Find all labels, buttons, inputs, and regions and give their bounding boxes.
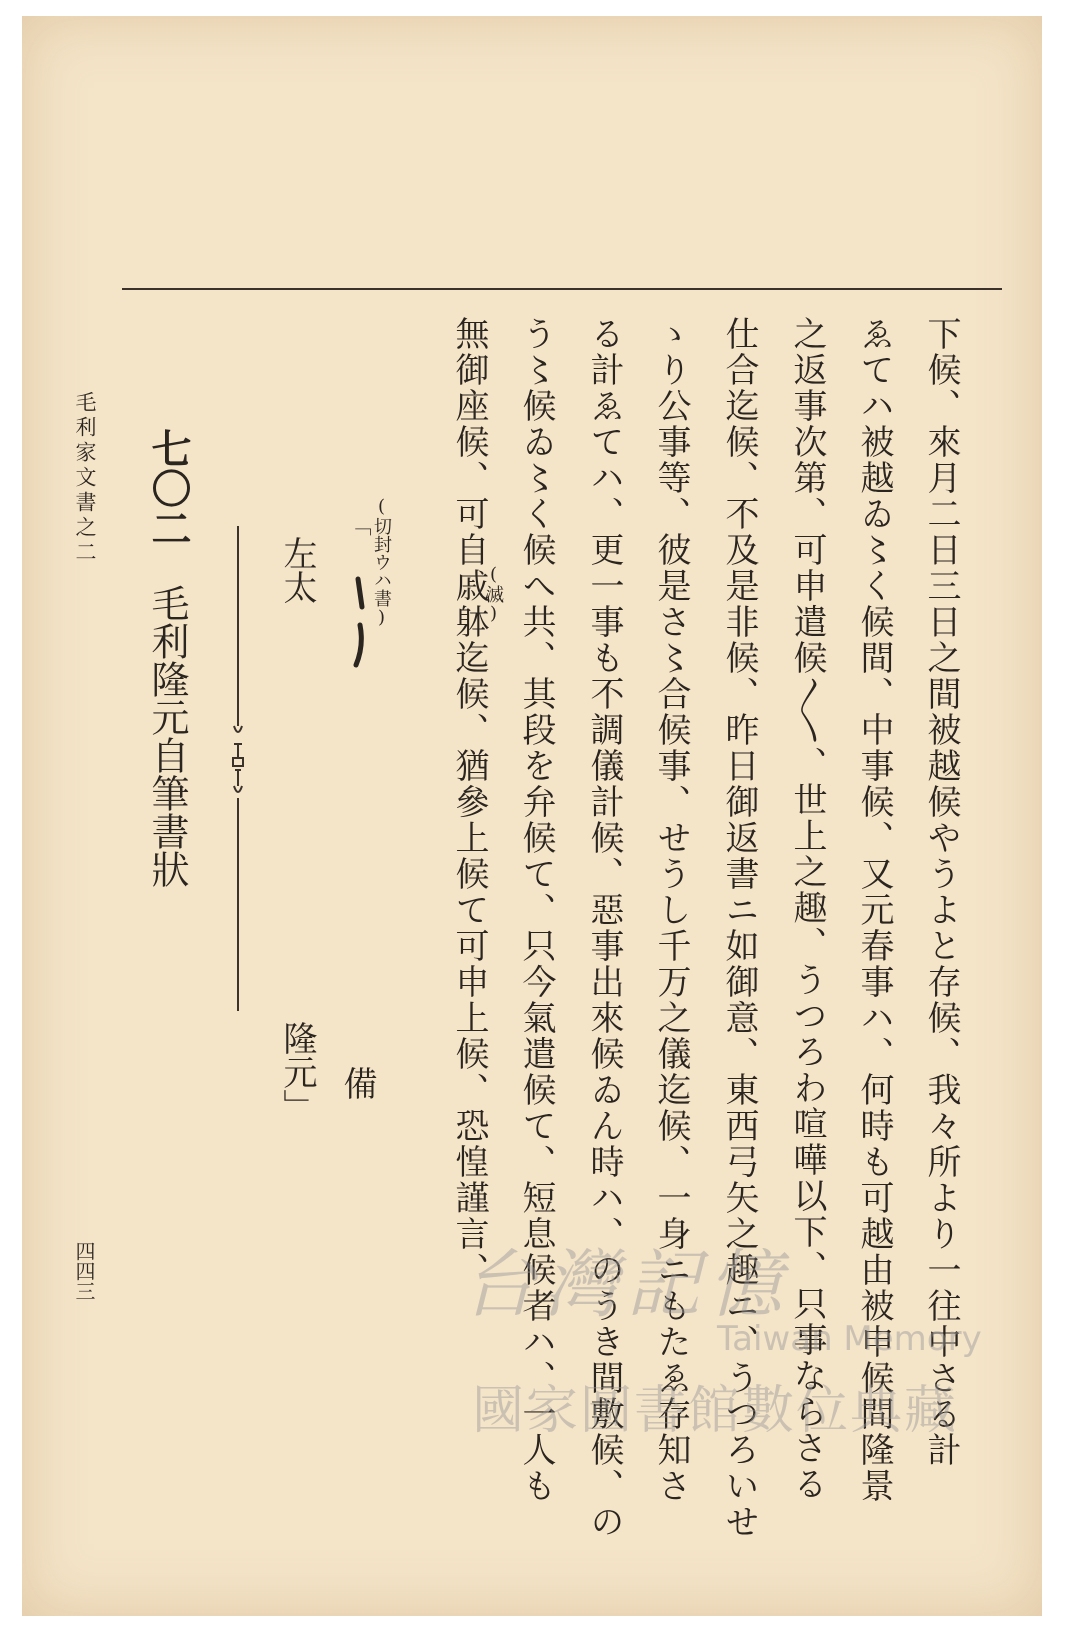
running-head: 毛利家文書之二 [73,391,97,566]
body-line-8: 無御座候、可自戚躰迄候、猶參上候て可申上候、恐惶謹言、 [449,316,489,1288]
body-line-2: ゑてハ被越ゐ〻く候間、中事候、又元春事ハ、何時も可越由被申候間隆景 [854,316,894,1504]
doc-number: 七〇二 [145,428,192,548]
watermark-chinese: 國家圖書館數位典藏 [472,1381,959,1441]
top-rule [122,288,1002,290]
document-page [22,16,1042,1616]
signature: 隆元」 [277,1021,317,1123]
note-kirifuu: (切封ウハ書) [371,496,392,628]
watermark-cursive: 台灣記憶 [462,1242,790,1328]
kirifuu-mark: 「 [346,514,371,536]
ornament-icon [229,706,247,836]
separator-rule-lower [237,836,239,1011]
body-line-7: う〻候ゐ〻く候へ共、其段を弁候て、只今氣遣候て、短息候者ハ、一人も [516,316,556,1504]
doc-title: 毛利隆元自筆書狀 [145,584,189,888]
body-line-3: 之返事次第、可申遣候〳〵、世上之趣、うつろわ喧嘩以下、只事ならさる [787,316,827,1502]
body-line-1: 下候、來月二日三日之間被越候やうよと存候、我々所より一往中さる計 [921,316,961,1468]
recipient-suffix: 備 [337,1066,377,1100]
watermark-english: Taiwan Memory [717,1319,982,1359]
separator-rule-upper [237,526,239,706]
body-line-5: ゝり公事等、彼是さ〻合候事、せうし千万之儀迄候、一身ニもたゑ存知さ [651,316,691,1504]
page-number: 四四三 [72,1241,96,1301]
body-line-6: る計ゑてハ、更一事も不調儀計候、惡事出來候ゐん時ハ、のうき間敷候、の [584,316,624,1540]
annotation-extinct: (滅) [483,564,504,624]
seal-stroke-marks [344,571,374,671]
body-line-4: 仕合迄候、不及是非候、昨日御返書ニ如御意、東西弓矢之趣ニ、うつろいせ [719,316,759,1540]
recipient-title: 左太 [277,536,317,604]
